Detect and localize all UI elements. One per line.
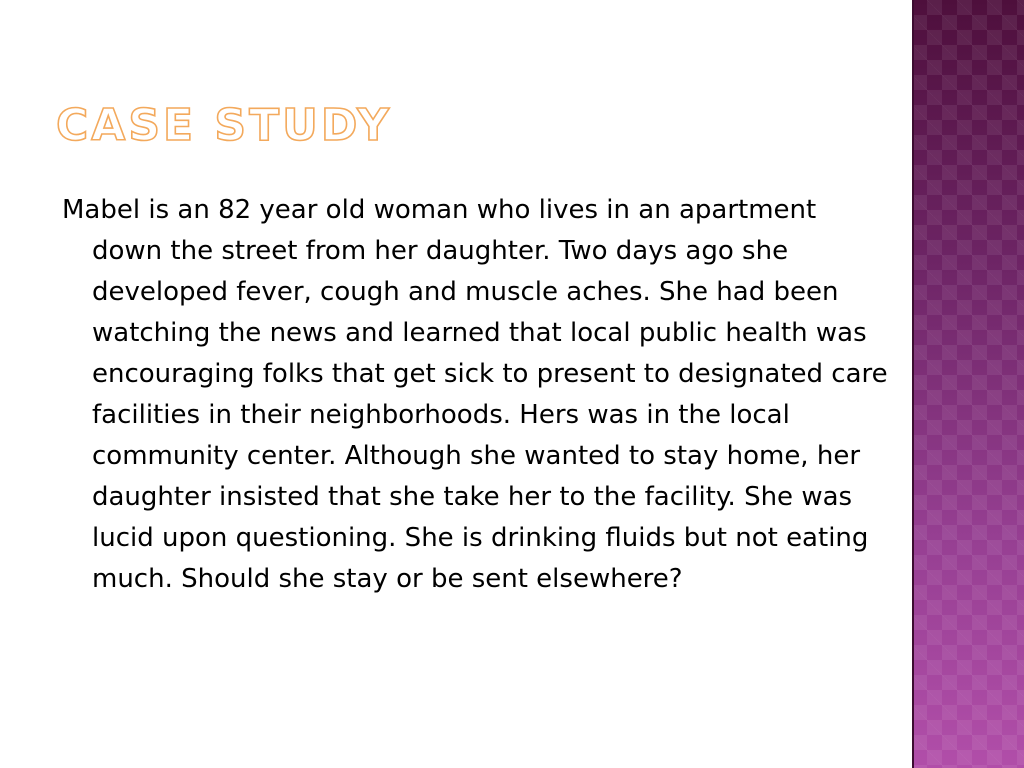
slide-body-text: Mabel is an 82 year old woman who lives in an apartment down the street from her daughter. Two days ago she developed fever, cough and muscle aches. She had been watching the news and learned that local public health was encouraging folks that get sick to present to designated care facilities in their neighborhoods. Hers was in the local community center. Although she wanted to stay home, her daughter insisted that she take her to the facility. She was lucid upon questioning. She is drinking fluids but not eating much. Should she stay or be sent elsewhere? [62, 195, 888, 594]
slide-title: CASE STUDY [56, 100, 393, 151]
decorative-side-band [912, 0, 1024, 768]
side-band-edge [912, 0, 914, 768]
